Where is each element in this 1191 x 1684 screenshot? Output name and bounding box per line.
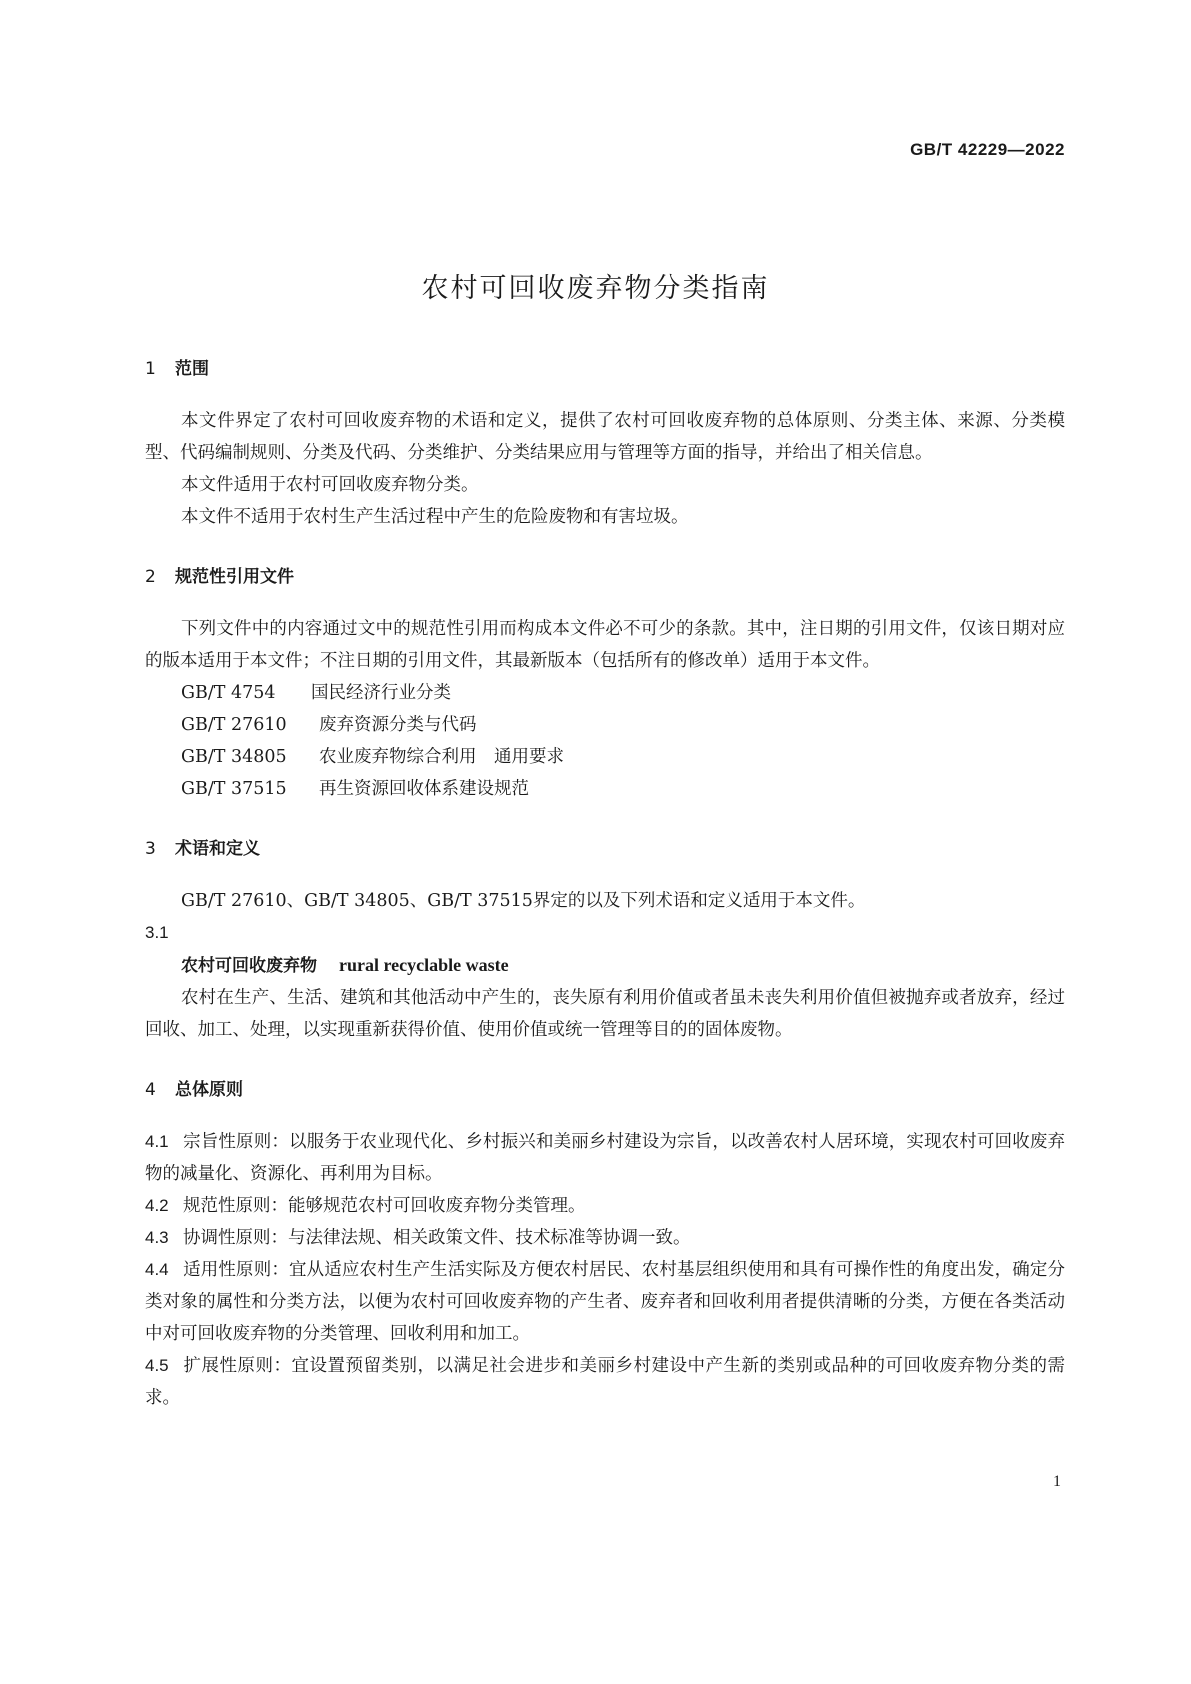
section-number: 4 <box>145 1080 156 1100</box>
reference-item <box>145 741 1065 773</box>
principle-text: 适用性原则：宜从适应农村生产生活实际及方便农村居民、农村基层组织使用和具有可操作性的角度出发，确定分类对象的属性和分类方法，以便为农村可回收废弃物的产生者、废弃者和回收利用者提供清晰的分类，方便在各类活动中对可回收废弃物的分类管理、回收利用和加工。 <box>145 1260 1065 1344</box>
references-intro: 下列文件中的内容通过文中的规范性引用而构成本文件必不可少的条款。其中，注日期的引用文件，仅该日期对应的版本适用于本文件；不注日期的引用文件，其最新版本（包括所有的修改单）适用于本文件。 <box>145 619 1065 671</box>
principle-item <box>145 1190 1065 1222</box>
scope-paragraph: 本文件适用于农村可回收废弃物分类。 <box>181 475 479 495</box>
principle-item <box>145 1350 1065 1414</box>
reference-code: GB/T 4754 <box>181 683 276 703</box>
section-4-heading <box>145 1076 1065 1104</box>
reference-name: 再生资源回收体系建设规范 <box>319 779 529 799</box>
reference-item <box>145 709 1065 741</box>
reference-code: GB/T 34805 <box>181 747 287 767</box>
term-entry <box>145 949 1065 982</box>
principle-item <box>145 1126 1065 1190</box>
principle-text: 宗旨性原则：以服务于农业现代化、乡村振兴和美丽乡村建设为宗旨，以改善农村人居环境，实现农村可回收废弃物的减量化、资源化、再利用为目标。 <box>145 1132 1065 1184</box>
reference-item <box>145 677 1065 709</box>
principle-text: 协调性原则：与法律法规、相关政策文件、技术标准等协调一致。 <box>183 1228 691 1248</box>
reference-name: 农业废弃物综合利用 通用要求 <box>319 747 564 767</box>
principle-item <box>145 1222 1065 1254</box>
term-chinese: 农村可回收废弃物 <box>181 956 317 976</box>
standard-code: GB/T 42229—2022 <box>910 140 1065 159</box>
page-number: 1 <box>1053 1473 1061 1490</box>
principle-number: 4.4 <box>145 1260 169 1279</box>
section-title: 规范性引用文件 <box>175 567 294 587</box>
document-title: 农村可回收废弃物分类指南 <box>421 273 770 305</box>
section-number: 1 <box>145 359 156 379</box>
principle-text: 规范性原则：能够规范农村可回收废弃物分类管理。 <box>183 1196 586 1216</box>
reference-name: 国民经济行业分类 <box>311 683 451 703</box>
section-number: 2 <box>145 567 156 587</box>
section-2-heading <box>145 563 1065 591</box>
section-title: 范围 <box>175 359 209 379</box>
terms-intro: GB/T 27610、GB/T 34805、GB/T 37515界定的以及下列术语和定义适用于本文件。 <box>181 891 866 911</box>
principle-text: 扩展性原则：宜设置预留类别，以满足社会进步和美丽乡村建设中产生新的类别或品种的可回收废弃物分类的需求。 <box>145 1356 1065 1408</box>
principle-number: 4.1 <box>145 1132 169 1151</box>
principle-number: 4.2 <box>145 1196 169 1215</box>
document-body <box>145 355 1065 1414</box>
term-number: 3.1 <box>145 923 169 942</box>
section-1-heading <box>145 355 1065 383</box>
section-3-heading <box>145 835 1065 863</box>
term-definition: 农村在生产、生活、建筑和其他活动中产生的，丧失原有利用价值或者虽未丧失利用价值但被抛弃或者放弃，经过回收、加工、处理，以实现重新获得价值、使用价值或统一管理等目的的固体废物。 <box>145 988 1065 1040</box>
reference-item <box>145 773 1065 805</box>
scope-paragraph: 本文件不适用于农村生产生活过程中产生的危险废物和有害垃圾。 <box>181 507 689 527</box>
principle-item <box>145 1254 1065 1350</box>
scope-paragraph: 本文件界定了农村可回收废弃物的术语和定义，提供了农村可回收废弃物的总体原则、分类主体、来源、分类模型、代码编制规则、分类及代码、分类维护、分类结果应用与管理等方面的指导，并给出了相关信息。 <box>145 411 1065 463</box>
reference-name: 废弃资源分类与代码 <box>319 715 477 735</box>
section-title: 总体原则 <box>175 1080 243 1100</box>
term-english: rural recyclable waste <box>339 955 509 975</box>
principle-number: 4.5 <box>145 1356 169 1375</box>
section-title: 术语和定义 <box>175 839 260 859</box>
principle-number: 4.3 <box>145 1228 169 1247</box>
section-number: 3 <box>145 839 156 859</box>
reference-code: GB/T 27610 <box>181 715 287 735</box>
reference-code: GB/T 37515 <box>181 779 287 799</box>
